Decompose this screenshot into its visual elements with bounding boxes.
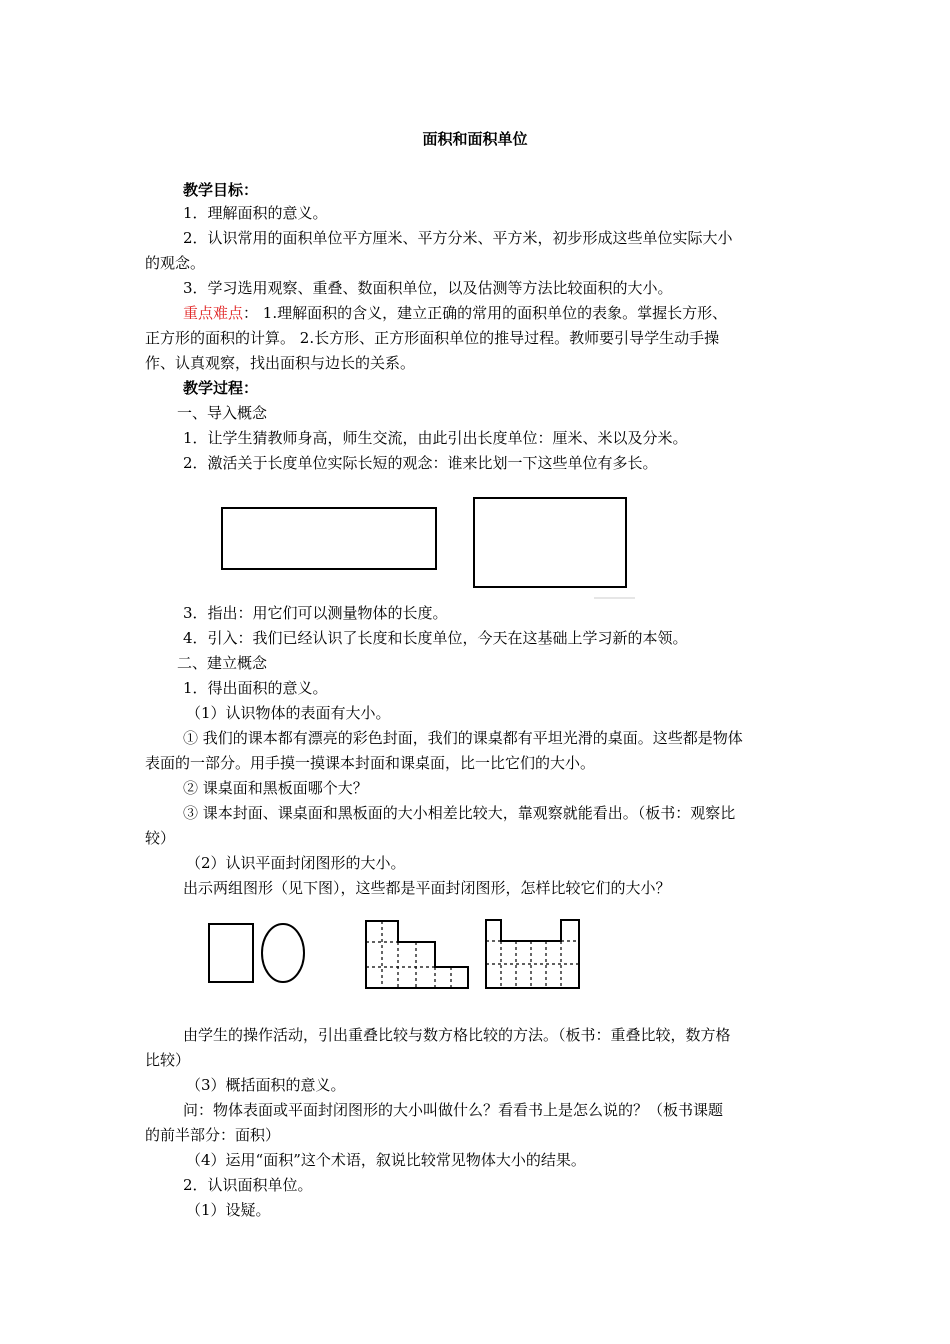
- section-1-item-3: 3．指出：用它们可以测量物体的长度。: [183, 604, 448, 622]
- section-2-sub-4: （4）运用“面积”这个术语，叙说比较常见物体大小的结果。: [186, 1151, 586, 1169]
- goal-2-line-1: 2．认识常用的面积单位平方厘米、平方分米、平方米，初步形成这些单位实际大小: [183, 229, 733, 247]
- section-2-item-2-sub-1: （1）设疑。: [186, 1201, 271, 1219]
- section-2-heading: 二、建立概念: [177, 654, 268, 672]
- ellipse-shape: [262, 924, 304, 982]
- length-rectangles-figure: [210, 490, 640, 602]
- rectangle-wide: [222, 508, 436, 569]
- rectangle-tall: [474, 498, 626, 587]
- paragraph-2: ② 课桌面和黑板面哪个大？: [183, 779, 368, 797]
- paragraph-3-line-1: ③ 课本封面、课桌面和黑板面的大小相差比较大，靠观察就能看出。（板书：观察比: [183, 804, 736, 822]
- key-points-text: ： 1.理解面积的含义，建立正确的常用的面积单位的表象。掌握长方形、: [243, 304, 728, 322]
- paragraph-1-line-1: ① 我们的课本都有漂亮的彩色封面，我们的课桌都有平坦光滑的桌面。这些都是物体: [183, 729, 743, 747]
- goal-3: 3．学习选用观察、重叠、数面积单位，以及估测等方法比较面积的大小。: [183, 279, 673, 297]
- goal-2-line-2: 的观念。: [145, 254, 206, 272]
- section-2-sub-2: （2）认识平面封闭图形的大小。: [186, 854, 406, 872]
- square-shape: [209, 924, 253, 982]
- grid-shape-staircase: [366, 921, 468, 988]
- section-2-item-2: 2．认识面积单位。: [183, 1176, 313, 1194]
- section-2-item-1: 1．得出面积的意义。: [183, 679, 328, 697]
- section-1-item-4: 4．引入：我们已经认识了长度和长度单位，今天在这基础上学习新的本领。: [183, 629, 688, 647]
- paragraph-3-line-2: 较）: [145, 829, 176, 847]
- closed-shapes-figure: [200, 910, 600, 995]
- key-points-line-3: 作、认真观察，找出面积与边长的关系。: [145, 354, 416, 372]
- section-1-heading: 一、导入概念: [177, 404, 268, 422]
- question-line-2: 的前半部分：面积）: [145, 1126, 281, 1144]
- section-2-sub-1: （1）认识物体的表面有大小。: [186, 704, 391, 722]
- show-shapes-text: 出示两组图形（见下图），这些都是平面封闭图形，怎样比较它们的大小？: [183, 879, 671, 897]
- key-points-line-2: 正方形的面积的计算。 2.长方形、正方形面积单位的推导过程。教师要引导学生动手操: [145, 329, 720, 347]
- paragraph-1-line-2: 表面的一部分。用手摸一摸课本封面和课桌面，比一比它们的大小。: [145, 754, 596, 772]
- section-2-sub-3: （3）概括面积的意义。: [186, 1076, 346, 1094]
- grid-shape-castle: [486, 920, 579, 988]
- key-points-line-1: [183, 303, 727, 323]
- goal-1: 1．理解面积的意义。: [183, 204, 328, 222]
- process-heading: 教学过程：: [183, 379, 259, 397]
- key-points-label: 重点难点: [183, 304, 244, 322]
- question-line-1: 问：物体表面或平面封闭图形的大小叫做什么？看看书上是怎么说的？（板书课题: [183, 1101, 724, 1119]
- section-1-item-1: 1．让学生猜教师身高，师生交流，由此引出长度单位：厘米、米以及分米。: [183, 429, 688, 447]
- goals-heading: 教学目标：: [183, 181, 259, 199]
- section-1-item-2: 2．激活关于长度单位实际长短的观念：谁来比划一下这些单位有多长。: [183, 454, 658, 472]
- operation-line-2: 比较）: [145, 1051, 191, 1069]
- document-title: 面积和面积单位: [422, 130, 528, 148]
- operation-line-1: 由学生的操作活动，引出重叠比较与数方格比较的方法。（板书：重叠比较，数方格: [183, 1026, 731, 1044]
